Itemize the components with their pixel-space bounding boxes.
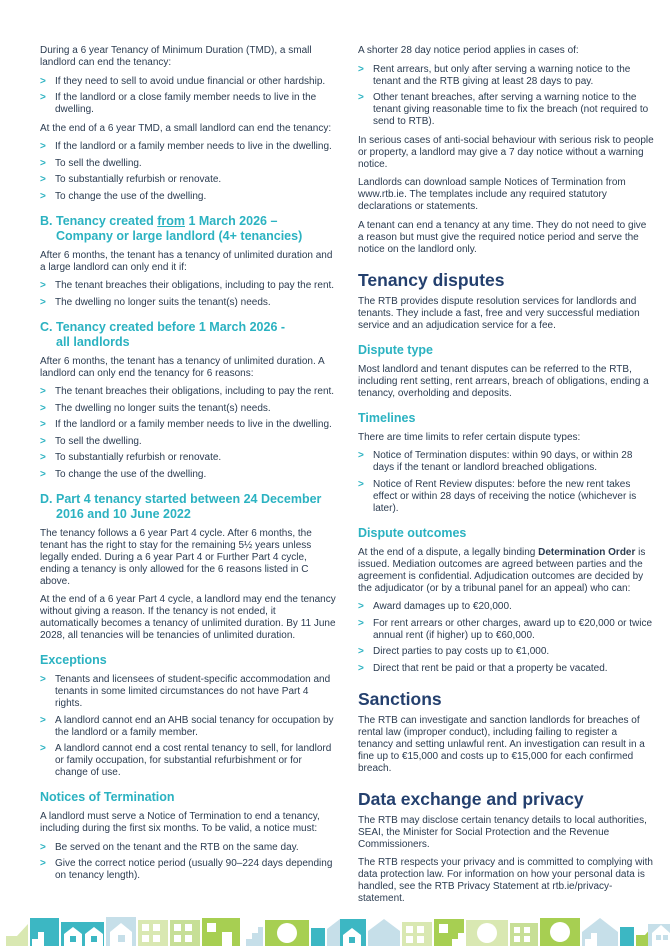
- heading-line2: Company or large landlord (4+ tenancies): [56, 228, 303, 243]
- bullet-text: Be served on the tenant and the RTB on the same day.: [55, 841, 299, 853]
- chevron-bullet-icon: >: [358, 617, 364, 629]
- chevron-bullet-icon: >: [40, 386, 46, 397]
- heading-text-part: Tenancy created before 1 March 2026 -: [56, 319, 286, 334]
- heading-section-d: [40, 492, 336, 522]
- heading-text-part: Tenancy created: [56, 213, 158, 228]
- chevron-bullet-icon: >: [358, 478, 364, 490]
- bullet-item: [358, 646, 654, 658]
- chevron-bullet-icon: >: [40, 296, 46, 308]
- paragraph-shorter-notice: A shorter 28 day notice period applies in cases of:: [358, 45, 579, 56]
- chevron-bullet-icon: >: [40, 743, 46, 754]
- bullet-text: Tenants and licensees of student-specific accommodation and tenants in some limited circumstances do not have Part 4 rights.: [55, 674, 331, 709]
- bullet-item: [40, 297, 336, 309]
- heading-text: [56, 214, 336, 244]
- bullet-item: [358, 601, 654, 613]
- bullet-list: [40, 280, 336, 309]
- house-icon: [368, 919, 400, 946]
- chevron-bullet-icon: >: [40, 841, 46, 853]
- chevron-bullet-icon: >: [40, 674, 46, 685]
- bullet-text: To substantially refurbish or renovate.: [55, 174, 222, 185]
- chevron-bullet-icon: >: [358, 662, 364, 674]
- heading-tenancy-disputes: Tenancy disputes: [358, 269, 505, 290]
- chevron-bullet-icon: >: [40, 468, 46, 480]
- bullet-list: [40, 842, 336, 883]
- bullet-text: Award damages up to €20,000.: [373, 601, 512, 612]
- bullet-item: [40, 174, 336, 186]
- determination-order-bold-text: Determination Order: [538, 546, 636, 558]
- heading-line2: 2016 and 10 June 2022: [56, 506, 191, 521]
- heading-notices-of-termination: Notices of Termination: [40, 790, 175, 804]
- bullet-text: To sell the dwelling.: [55, 157, 142, 169]
- bullet-item: [40, 743, 336, 779]
- bullet-text: The dwelling no longer suits the tenant(s) needs.: [55, 296, 271, 308]
- bullet-text: Direct parties to pay costs up to €1,000.: [373, 646, 550, 657]
- bullet-text: Other tenant breaches, after serving a warning notice to the tenant giving reasonable time to fix the breach (not required to send to RTB).: [373, 92, 649, 127]
- heading-data-exchange: Data exchange and privacy: [358, 788, 584, 809]
- bullet-text: Direct that rent be paid or that a property be vacated.: [373, 662, 608, 674]
- bullet-text: Notice of Rent Review disputes: before the new rent takes effect or within 28 days of receiving the notice (whichever is later).: [373, 478, 637, 514]
- bullet-text: The dwelling no longer suits the tenant(s) needs.: [55, 402, 271, 414]
- chevron-bullet-icon: >: [40, 157, 46, 169]
- bullet-text: If the landlord or a close family member needs to live in the dwelling.: [55, 92, 317, 115]
- bullet-text: To change the use of the dwelling.: [55, 190, 207, 202]
- chevron-bullet-icon: >: [40, 190, 46, 202]
- bullet-item: [40, 158, 336, 170]
- bullet-item: [40, 403, 336, 415]
- bullet-item: [358, 450, 654, 474]
- paragraph-part4-cycle: The tenancy follows a 6 year Part 4 cycle. After 6 months, the tenant has the right to stay for the remaining 5½ years unless legally ended. During a 6 year Part 4 or Further Part 4 cycle, ending a tenancy is only allowed for the 6 reasons listed in C above.: [40, 527, 312, 587]
- bullet-text: The tenant breaches their obligations, including to pay the rent.: [55, 280, 335, 291]
- left-column: [40, 45, 336, 912]
- tree-icon: [477, 923, 497, 943]
- chevron-bullet-icon: >: [40, 419, 46, 430]
- bullet-list: [40, 674, 336, 779]
- bullet-text: To sell the dwelling.: [55, 435, 142, 447]
- heading-letter: B.: [40, 213, 53, 228]
- bullet-item: [40, 92, 336, 116]
- chevron-bullet-icon: >: [358, 601, 364, 612]
- bullet-text: The tenant breaches their obligations, including to pay the rent.: [55, 386, 335, 397]
- heading-text: [56, 492, 336, 522]
- paragraph-antisocial: In serious cases of anti-social behaviour with serious risk to people or property, a landlord may give a 7 day notice without a warning notice.: [358, 134, 654, 170]
- bullet-list: [40, 141, 336, 203]
- bullet-item: [358, 663, 654, 675]
- heading-letter: D.: [40, 491, 53, 506]
- bullet-list: [358, 601, 654, 675]
- heading-section-b: [40, 214, 336, 244]
- skyline-buildings: [6, 917, 670, 946]
- paragraph-data-disclosure: The RTB may disclose certain tenancy details to local authorities, SEAI, the Minister for Social Protection and the Revenue Commissioners.: [358, 814, 647, 850]
- heading-timelines: Timelines: [358, 410, 416, 425]
- bullet-item: [40, 452, 336, 464]
- bullet-text: If they need to sell to avoid undue financial or other hardship.: [55, 75, 326, 87]
- tree-icon: [277, 923, 297, 943]
- paragraph-tmd-during: During a 6 year Tenancy of Minimum Duration (TMD), a small landlord can end the tenancy:: [40, 45, 312, 68]
- footer-skyline-illustration: [0, 905, 670, 946]
- bullet-text: Rent arrears, but only after serving a warning notice to the tenant and the RTB giving at least 28 days to pay.: [373, 63, 631, 87]
- chevron-bullet-icon: >: [40, 174, 46, 185]
- chevron-bullet-icon: >: [358, 646, 364, 657]
- heading-letter: C.: [40, 319, 53, 334]
- chevron-bullet-icon: >: [40, 92, 46, 103]
- bullet-item: [40, 674, 336, 710]
- bullet-text: If the landlord or a family member needs to live in the dwelling.: [55, 141, 332, 152]
- paragraph-sanctions: The RTB can investigate and sanction landlords for breaches of rental law (improper conduct), including failing to register a tenancy and setting unlawful rent. An investigation can result in a fine up to €15,000 and costs up to €15,000 for each confirmed breach.: [358, 714, 645, 774]
- bullet-text: To change the use of the dwelling.: [55, 468, 207, 480]
- heading-exceptions: Exceptions: [40, 653, 107, 667]
- bullet-item: [358, 618, 654, 642]
- chevron-bullet-icon: >: [358, 92, 364, 103]
- bullet-text: If the landlord or a family member needs to live in the dwelling.: [55, 419, 332, 430]
- bullet-item: [40, 76, 336, 88]
- bullet-text: For rent arrears or other charges, award up to €20,000 or twice annual rent (if higher) up to €60,000.: [373, 617, 653, 641]
- bullet-text: Notice of Termination disputes: within 90 days, or within 28 days if the tenant or landlord breached obligations.: [373, 450, 633, 473]
- bullet-text: Give the correct notice period (usually 90–224 days depending on tenancy length).: [55, 858, 333, 881]
- bullet-list: [40, 76, 336, 117]
- chevron-bullet-icon: >: [40, 141, 46, 152]
- chevron-bullet-icon: >: [40, 75, 46, 87]
- paragraph-dispute-type: Most landlord and tenant disputes can be referred to the RTB, including rent setting, rent arrears, breach of obligations, ending a tenancy, overholding and deposits.: [358, 363, 649, 399]
- paragraph-tmd-end: At the end of a 6 year TMD, a small landlord can end the tenancy:: [40, 122, 332, 134]
- bullet-item: [40, 469, 336, 481]
- bullet-item: [40, 191, 336, 203]
- paragraph-timelines: There are time limits to refer certain dispute types:: [358, 431, 581, 443]
- chevron-bullet-icon: >: [40, 402, 46, 414]
- heading-underlined-word: from: [157, 213, 185, 228]
- bullet-list: [358, 450, 654, 515]
- chevron-bullet-icon: >: [40, 714, 46, 726]
- paragraph-part4-end: At the end of a 6 year Part 4 cycle, a landlord may end the tenancy without giving a reason. If the tenancy is not ended, it automatically becomes a tenancy of unlimited duration. By 11 June 2028, all tenancies will be tenancies of unlimited duration.: [40, 594, 336, 641]
- bullet-item: [40, 842, 336, 854]
- paragraph-disputes-intro: The RTB provides dispute resolution services for landlords and tenants. They include a fast, free and very successful mediation service and an adjudication service for a fee.: [358, 295, 640, 331]
- heading-dispute-outcomes: Dispute outcomes: [358, 525, 467, 540]
- heading-section-c: [40, 320, 336, 350]
- bullet-item: [40, 419, 336, 431]
- bullet-text: A landlord cannot end a cost rental tenancy to sell, for landlord or family occupation, for substantial refurbishment or for change of use.: [55, 743, 332, 778]
- right-column: [358, 45, 654, 912]
- chevron-bullet-icon: >: [40, 452, 46, 463]
- bullet-text: To substantially refurbish or renovate.: [55, 452, 222, 463]
- heading-line2: all landlords: [56, 334, 130, 349]
- paragraph-download-notices: Landlords can download sample Notices of Termination from www.rtb.ie. The templates include any required statutory declarations or statements.: [358, 177, 626, 212]
- chevron-bullet-icon: >: [40, 280, 46, 291]
- paragraph-notices: A landlord must serve a Notice of Termination to end a tenancy, including during the first six months. To be valid, a notice must:: [40, 811, 320, 834]
- bullet-item: [358, 92, 654, 128]
- bullet-item: [40, 715, 336, 739]
- bullet-item: [40, 858, 336, 882]
- tree-icon: [550, 922, 570, 942]
- bullet-item: [358, 479, 654, 515]
- chevron-bullet-icon: >: [40, 858, 46, 869]
- paragraph-privacy: The RTB respects your privacy and is committed to complying with data protection law. For information on how your personal data is handled, see the RTB Privacy Statement at rtb.ie/privacy-statement.: [358, 857, 653, 904]
- heading-text-part: Part 4 tenancy started between 24 December: [56, 491, 322, 506]
- bullet-item: [40, 386, 336, 398]
- chevron-bullet-icon: >: [40, 435, 46, 447]
- chevron-bullet-icon: >: [358, 63, 364, 75]
- bullet-text: A landlord cannot end an AHB social tenancy for occupation by the landlord or a family member.: [55, 714, 334, 738]
- paragraph-text-part: At the end of a dispute, a legally binding: [358, 546, 539, 558]
- paragraph-tenant-end: A tenant can end a tenancy at any time. They do not need to give a reason but must give the required notice period and serve the notice on the landlord only.: [358, 219, 647, 255]
- paragraph-section-b: After 6 months, the tenant has a tenancy of unlimited duration and a large landlord can only end it if:: [40, 249, 333, 273]
- bullet-item: [40, 280, 336, 292]
- paragraph-text-part: is issued. Mediation outcomes are agreed between parties and the agreement is confidential. Adjudication outcomes are decided by the adjudicator (or by a tribunal panel for an appeal) who can:: [358, 546, 646, 594]
- heading-dispute-type: Dispute type: [358, 342, 434, 357]
- paragraph-section-c: After 6 months, the tenant has a tenancy of unlimited duration. A landlord can only end the tenancy for 6 reasons:: [40, 355, 325, 379]
- bullet-item: [40, 436, 336, 448]
- bullet-list: [40, 386, 336, 481]
- heading-sanctions: Sanctions: [358, 688, 442, 709]
- heading-text: [56, 320, 336, 350]
- paragraph-dispute-outcomes: [358, 547, 654, 595]
- bullet-list: [358, 64, 654, 129]
- heading-text-part: 1 March 2026 –: [184, 213, 278, 228]
- bullet-item: [358, 64, 654, 88]
- bullet-item: [40, 141, 336, 153]
- chevron-bullet-icon: >: [358, 450, 364, 461]
